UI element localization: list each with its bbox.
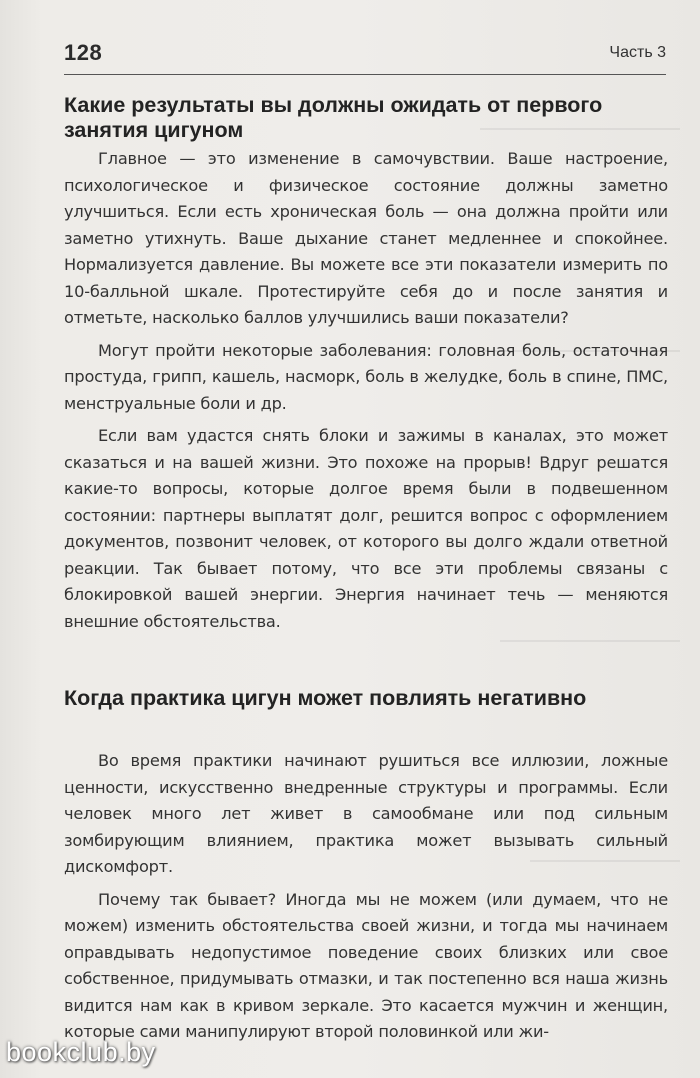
page-header [64, 40, 666, 72]
section-body-results [64, 146, 668, 635]
section-body-negative [64, 748, 668, 1046]
page-number: 128 [64, 40, 103, 65]
paragraph: Главное — это изменение в самочувствии. Ваше настроение, психологическое и физическое состояние должны заметно улучшиться. Если есть хроническая боль — она должна пройти или заметно утихнуть. Ваше дыхание станет медленнее и спокойнее. Нормализуется давление. Вы можете все эти показатели измерить по 10-балльной шкале. Протестируйте себя до и после занятия и отметьте, насколько баллов улучшились ваши показатели? [64, 149, 668, 327]
header-divider [64, 74, 666, 75]
paragraph: Если вам удастся снять блоки и зажимы в каналах, это может сказаться и на вашей жизни. Это похоже на прорыв! Вдруг решатся какие-то вопросы, которые долгое время были в подвешенном состоянии: партнеры выплатят долг, решится вопрос с оформлением документов, позвонит человек, от которого вы долго ждали ответной реакции. Так бывает потому, что все эти проблемы связаны с блокировкой вашей энергии. Энергия начинает течь — меняются внешние обстоятельства. [64, 426, 668, 631]
site-watermark: bookclub.by [6, 1037, 156, 1067]
bleed-through-line [500, 640, 680, 642]
page-content [64, 90, 668, 1041]
paragraph: Могут пройти некоторые заболевания: головная боль, остаточная простуда, грипп, кашель, насморк, боль в желудке, боль в спине, ПМС, менструальные боли и др. [64, 340, 668, 413]
paragraph: Во время практики начинают рушиться все иллюзии, ложные ценности, искусственно внедренные структуры и программы. Если человек много лет живет в самообмане или под сильным зомбирующим влиянием, практика может вызывать сильный дискомфорт. [64, 751, 668, 876]
section-heading-results: Какие результаты вы должны ожидать от первого занятия цигуном [64, 93, 603, 142]
part-label: Часть 3 [609, 44, 666, 61]
paragraph: Почему так бывает? Иногда мы не можем (или думаем, что не можем) изменить обстоятельства своей жизни, и тогда мы начинаем оправдывать недопустимое поведение своих близких или свое собственное, придумывать отмазки, и так постепенно вся наша жизнь видится нам как в кривом зеркале. Это касается мужчин и женщин, которые сами манипулируют второй половинкой или жи- [64, 889, 668, 1041]
section-heading-negative: Когда практика цигун может повлиять негативно [64, 686, 587, 710]
